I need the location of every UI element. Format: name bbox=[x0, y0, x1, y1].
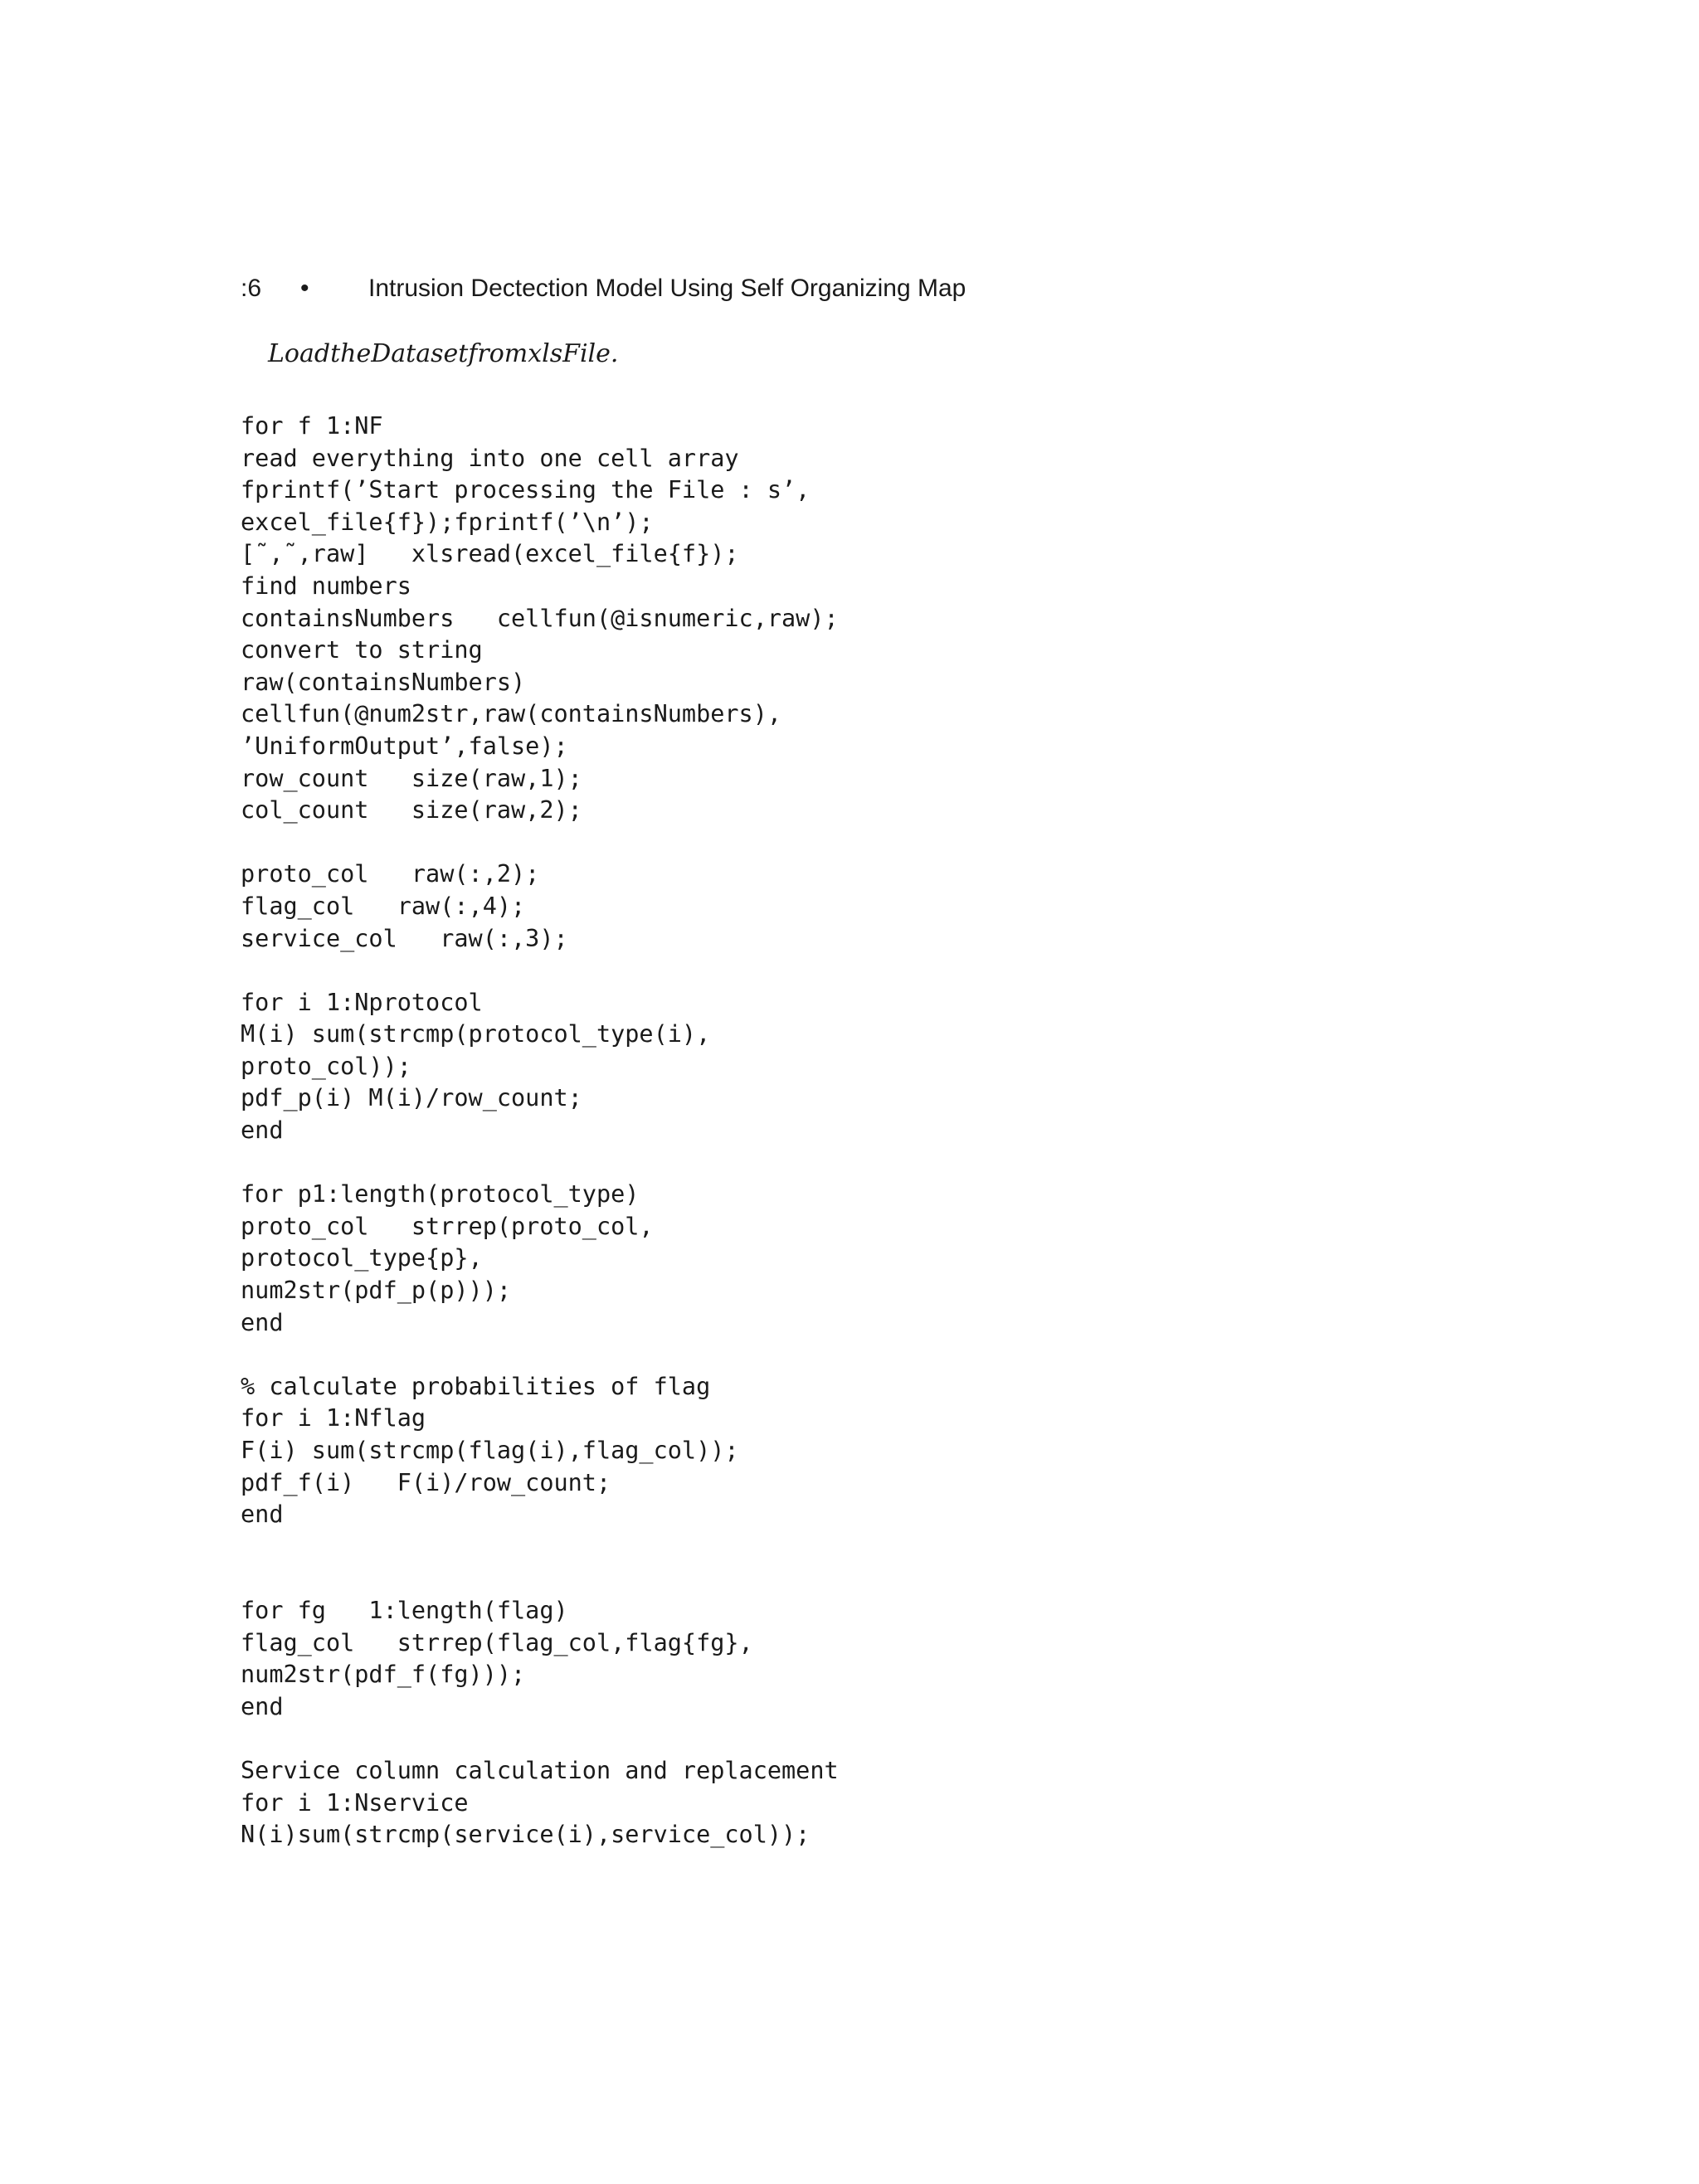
code-line: proto_col strrep(proto_col, bbox=[241, 1212, 654, 1240]
code-line: flag_col strrep(flag_col,flag{fg}, bbox=[241, 1628, 753, 1656]
code-line: protocol_type{p}, bbox=[241, 1244, 483, 1272]
code-blank-line bbox=[241, 1563, 839, 1595]
code-line: F(i) sum(strcmp(flag(i),flag_col)); bbox=[241, 1437, 739, 1464]
code-line: num2str(pdf_f(fg))); bbox=[241, 1661, 526, 1689]
code-line: end bbox=[241, 1501, 284, 1529]
code-line: for i 1:Nprotocol bbox=[241, 988, 483, 1016]
code-line: for fg 1:length(flag) bbox=[241, 1596, 568, 1624]
code-line: end bbox=[241, 1116, 284, 1145]
code-line: service_col raw(:,3); bbox=[241, 924, 568, 952]
code-line: cellfun(@num2str,raw(containsNumbers), bbox=[241, 700, 782, 728]
code-blank-line bbox=[241, 827, 839, 859]
code-blank-line bbox=[241, 955, 839, 987]
code-listing bbox=[241, 411, 839, 1851]
code-line: end bbox=[241, 1308, 284, 1336]
page-number: :6 bbox=[241, 275, 262, 302]
code-line: for i 1:Nservice bbox=[241, 1788, 469, 1817]
code-line: convert to string bbox=[241, 636, 483, 664]
code-line: Service column calculation and replacement bbox=[241, 1756, 839, 1784]
running-title: Intrusion Dectection Model Using Self Organizing Map bbox=[368, 275, 966, 302]
code-line: flag_col raw(:,4); bbox=[241, 892, 526, 920]
section-caption: LoadtheDatasetfromxlsFile. bbox=[268, 339, 619, 368]
code-line: [˜,˜,raw] xlsread(excel_file{f}); bbox=[241, 540, 739, 568]
code-blank-line bbox=[241, 1147, 839, 1180]
code-line: row_count size(raw,1); bbox=[241, 764, 582, 792]
code-blank-line bbox=[241, 1723, 839, 1755]
code-line: find numbers bbox=[241, 572, 411, 600]
code-blank-line bbox=[241, 1339, 839, 1371]
code-line: fprintf(’Start processing the File : s’, bbox=[241, 476, 811, 504]
code-line: excel_file{f});fprintf(’\n’); bbox=[241, 508, 654, 536]
code-line: for f 1:NF bbox=[241, 412, 383, 440]
code-line: end bbox=[241, 1692, 284, 1720]
code-line: proto_col raw(:,2); bbox=[241, 860, 540, 888]
code-line: M(i) sum(strcmp(protocol_type(i), bbox=[241, 1020, 711, 1048]
running-header bbox=[241, 272, 966, 305]
code-line: pdf_f(i) F(i)/row_count; bbox=[241, 1468, 611, 1496]
code-line: col_count size(raw,2); bbox=[241, 796, 582, 824]
code-line: raw(containsNumbers) bbox=[241, 668, 526, 696]
code-line: pdf_p(i) M(i)/row_count; bbox=[241, 1084, 582, 1112]
code-line: read everything into one cell array bbox=[241, 444, 739, 472]
header-bullet: • bbox=[300, 275, 309, 302]
code-line: N(i)sum(strcmp(service(i),service_col)); bbox=[241, 1821, 811, 1849]
code-blank-line bbox=[241, 1531, 839, 1564]
code-line: for i 1:Nflag bbox=[241, 1404, 426, 1432]
code-line: proto_col)); bbox=[241, 1052, 411, 1080]
code-line: num2str(pdf_p(p))); bbox=[241, 1277, 512, 1305]
code-line: for p1:length(protocol_type) bbox=[241, 1180, 640, 1209]
code-line: % calculate probabilities of flag bbox=[241, 1372, 711, 1400]
code-line: containsNumbers cellfun(@isnumeric,raw); bbox=[241, 604, 839, 632]
code-line: ’UniformOutput’,false); bbox=[241, 732, 568, 760]
